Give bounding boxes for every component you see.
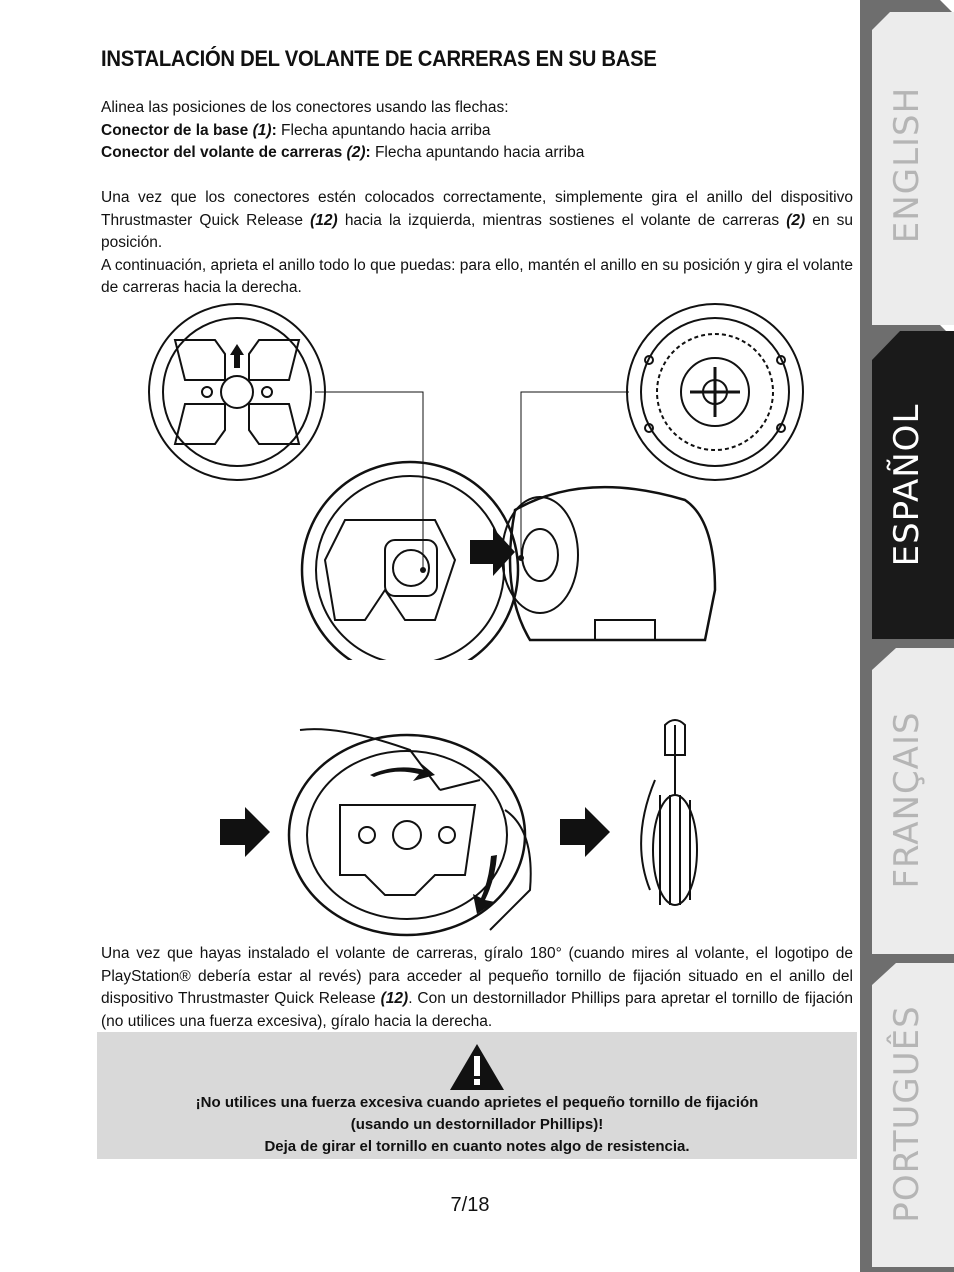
install-paragraphs <box>101 187 853 300</box>
paragraph-tighten-ring: A continuación, aprieta el anillo todo lo que puedas: para ello, mantén el anillo en su posición y gira el volante de carreras hacia la derecha. <box>101 256 853 296</box>
intro-line: Alinea las posiciones de los conectores usando las flechas: <box>101 99 509 116</box>
warning-line-1: ¡No utilices una fuerza excesiva cuando aprietes el pequeño tornillo de fijación <box>195 1094 759 1111</box>
connector-instructions <box>101 97 853 165</box>
tab-espanol[interactable]: ESPAÑOL <box>860 325 954 645</box>
warning-box <box>97 1032 857 1159</box>
tab-portugues[interactable]: PORTUGUÊS <box>860 955 954 1272</box>
paragraph-rotate-ring: Una vez que los conectores estén colocados correctamente, simplemente gira el anillo del dispositivo Thrustmaster Quick Release (12) hacia la izquierda, mientras sostienes el volante de carreras (2) en su posición. <box>101 189 853 251</box>
screw-tightening-figure <box>215 715 775 940</box>
page-title: INSTALACIÓN DEL VOLANTE DE CARRERAS EN SU BASE <box>101 46 657 71</box>
connector-alignment-figure <box>145 300 815 660</box>
language-tabs <box>860 0 954 1272</box>
base-connector-line: Conector de la base (1): Flecha apuntando hacia arriba <box>101 121 491 139</box>
warning-line-3: Deja de girar el tornillo en cuanto notes algo de resistencia. <box>264 1138 690 1155</box>
page-number: 7/18 <box>450 1194 490 1216</box>
tab-francais[interactable]: FRANÇAIS <box>860 640 954 960</box>
warning-triangle-icon <box>448 1042 506 1092</box>
tab-english[interactable]: ENGLISH <box>860 0 954 330</box>
wheel-connector-line: Conector del volante de carreras (2): Flecha apuntando hacia arriba <box>101 144 585 161</box>
paragraph-turn-wheel: Una vez que hayas instalado el volante de carreras, gíralo 180° (cuando mires al volante, el logotipo de PlayStation® debería estar al revés) para acceder al pequeño tornillo de fijación situado en el anillo del dispositivo Thrustmaster Quick Release (12). Con un destornillador Phillips para apretar el tornillo de fijación (no utilices una fuerza excesiva), gíralo hacia la derecha. <box>101 945 853 1030</box>
warning-line-2: (usando un destornillador Phillips)! <box>350 1116 604 1133</box>
